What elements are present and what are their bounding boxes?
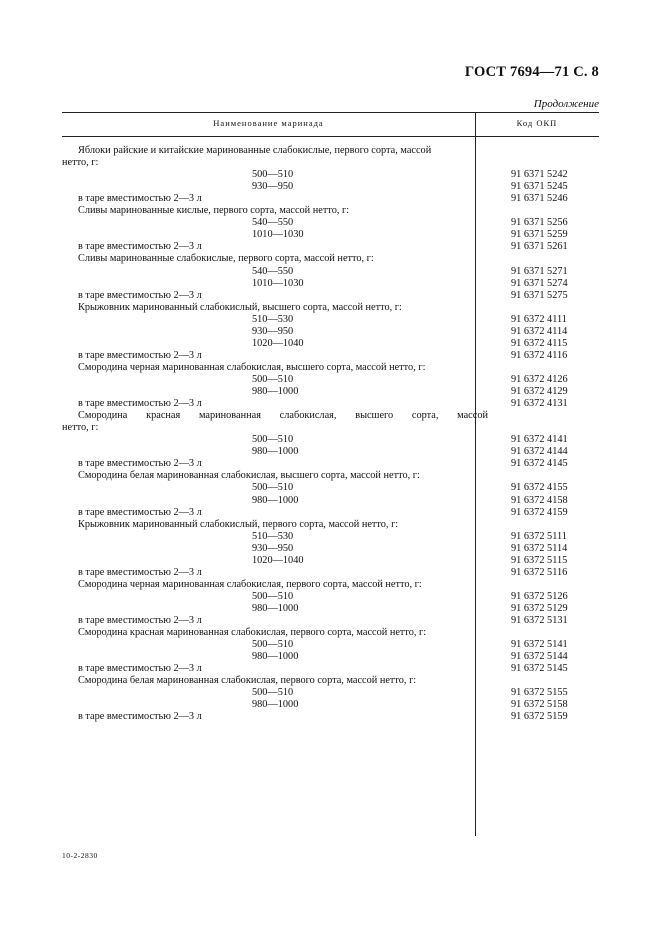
table-row <box>62 350 599 362</box>
row-code: 91 6372 5114 <box>511 542 568 554</box>
table-row <box>62 193 599 205</box>
row-name: 980—1000 <box>252 494 299 506</box>
row-name: 500—510 <box>252 169 294 181</box>
table-row <box>62 543 599 555</box>
row-code: 91 6372 5145 <box>511 663 568 675</box>
row-code: 91 6371 5246 <box>511 193 568 205</box>
row-code: 91 6371 5242 <box>511 169 568 181</box>
table-row <box>62 386 599 398</box>
row-code: 91 6372 4159 <box>511 506 568 518</box>
table-row <box>62 663 599 675</box>
print-code: 10-2-2830 <box>62 851 98 860</box>
row-code: 91 6372 4116 <box>511 349 568 361</box>
row-name: 1010—1030 <box>252 229 304 241</box>
row-code: 91 6371 5271 <box>511 265 568 277</box>
row-name: 500—510 <box>252 687 294 699</box>
row-name: 1020—1040 <box>252 554 304 566</box>
row-code: 91 6371 5275 <box>511 289 568 301</box>
row-name: в таре вместимостью 2—3 л <box>78 506 202 518</box>
table-row <box>62 507 599 519</box>
row-name: Смородина черная маринованная слабокислая, первого сорта, массой нетто, г: <box>78 578 422 590</box>
table-row <box>62 639 599 651</box>
table-row <box>62 434 599 446</box>
row-code: 91 6372 4126 <box>511 374 568 385</box>
row-name: Смородина красная маринованная слабокислая, первого сорта, массой нетто, г: <box>78 627 427 638</box>
row-name: 980—1000 <box>252 602 299 614</box>
table-row <box>62 531 599 543</box>
row-code: 91 6372 4145 <box>511 458 568 470</box>
table-row <box>62 555 599 567</box>
row-name: Смородина белая маринованная слабокислая, первого сорта, массой нетто, г: <box>78 675 417 687</box>
row-name: 980—1000 <box>252 651 299 663</box>
row-name: Смородина черная маринованная слабокислая, высшего сорта, массой нетто, г: <box>78 361 426 373</box>
row-name: 500—510 <box>252 482 294 494</box>
table-row <box>62 458 599 470</box>
row-code: 91 6371 5245 <box>511 181 568 193</box>
row-name: 540—550 <box>252 217 294 229</box>
row-name: в таре вместимостью 2—3 л <box>78 615 202 626</box>
row-code: 91 6372 5111 <box>511 530 567 542</box>
row-name: в таре вместимостью 2—3 л <box>78 458 202 470</box>
table-row <box>62 675 599 687</box>
row-name: в таре вместимостью 2—3 л <box>78 566 202 578</box>
table-row <box>62 519 599 531</box>
row-name: 510—530 <box>252 530 294 542</box>
row-code: 91 6371 5274 <box>511 277 568 289</box>
row-code: 91 6372 4129 <box>511 386 568 397</box>
row-code: 91 6372 4144 <box>511 446 568 458</box>
table-row <box>62 470 599 482</box>
row-code: 91 6371 5256 <box>511 217 568 229</box>
row-name: 930—950 <box>252 325 294 337</box>
row-code: 91 6372 5158 <box>511 699 568 711</box>
table-row <box>62 278 599 290</box>
row-name: 930—950 <box>252 181 294 193</box>
row-name: 500—510 <box>252 639 294 650</box>
row-name: в таре вместимостью 2—3 л <box>78 289 202 301</box>
row-code: 91 6372 4131 <box>511 398 568 410</box>
row-code: 91 6372 5141 <box>511 639 568 650</box>
table-row <box>62 567 599 579</box>
table-row <box>62 687 599 699</box>
row-code: 91 6371 5259 <box>511 229 568 241</box>
row-name: в таре вместимостью 2—3 л <box>78 711 202 723</box>
row-name: в таре вместимостью 2—3 л <box>78 398 202 410</box>
table-row <box>62 253 599 265</box>
row-code: 91 6372 5155 <box>511 687 568 699</box>
row-code: 91 6372 5144 <box>511 651 568 663</box>
table-row <box>62 627 599 639</box>
row-code: 91 6372 4155 <box>511 482 568 494</box>
table-row <box>62 145 599 157</box>
row-name: Яблоки райские и китайские маринованные слабокислые, первого сорта, массой <box>78 145 432 156</box>
row-name: в таре вместимостью 2—3 л <box>78 349 202 361</box>
table-row <box>62 482 599 494</box>
row-name: 1010—1030 <box>252 277 304 289</box>
row-name: 510—530 <box>252 313 294 325</box>
table-row <box>62 326 599 338</box>
row-name: Смородина белая маринованная слабокислая, высшего сорта, массой нетто, г: <box>78 470 420 482</box>
row-name: 500—510 <box>252 590 294 602</box>
table-row <box>62 217 599 229</box>
table-row <box>62 603 599 615</box>
row-name: в таре вместимостью 2—3 л <box>78 663 202 675</box>
row-name: 540—550 <box>252 265 294 277</box>
table-row <box>62 205 599 217</box>
table-row <box>62 338 599 350</box>
table-row <box>62 181 599 193</box>
row-code: 91 6372 5129 <box>511 602 568 614</box>
table-row <box>62 615 599 627</box>
table-row <box>62 422 599 434</box>
row-name: нетто, г: <box>62 157 99 169</box>
row-name: Крыжовник маринованный слабокислый, первого сорта, массой нетто, г: <box>78 518 399 530</box>
row-code: 91 6372 4114 <box>511 325 568 337</box>
row-name: Смородина красная маринованная слабокислая, высшего сорта, массой <box>78 410 488 422</box>
row-name: 980—1000 <box>252 386 299 397</box>
table-row <box>62 410 599 422</box>
table-row <box>62 591 599 603</box>
row-code: 91 6372 4158 <box>511 494 568 506</box>
row-name: 980—1000 <box>252 699 299 711</box>
table-row <box>62 362 599 374</box>
row-code: 91 6372 4115 <box>511 337 568 349</box>
table-row <box>62 229 599 241</box>
table-row <box>62 169 599 181</box>
row-code: 91 6372 4141 <box>511 434 568 446</box>
table-row <box>62 579 599 591</box>
row-name: Сливы маринованные слабокислые, первого сорта, массой нетто, г: <box>78 253 374 265</box>
row-name: Крыжовник маринованный слабокислый, высшего сорта, массой нетто, г: <box>78 301 402 313</box>
table-row <box>62 398 599 410</box>
table-row <box>62 241 599 253</box>
column-header-name: Наименование маринада <box>213 118 324 128</box>
table-row <box>62 314 599 326</box>
column-header-code: Код ОКП <box>516 118 558 128</box>
table-row <box>62 699 599 711</box>
row-name: 1020—1040 <box>252 337 304 349</box>
continuation-label: Продолжение <box>533 98 599 110</box>
table-row <box>62 157 599 169</box>
row-name: Сливы маринованные кислые, первого сорта, массой нетто, г: <box>78 205 350 217</box>
table-row <box>62 446 599 458</box>
row-code: 91 6372 5126 <box>511 590 568 602</box>
row-code: 91 6372 5131 <box>511 615 568 626</box>
document-header: ГОСТ 7694—71 С. 8 <box>464 64 599 80</box>
row-code: 91 6371 5261 <box>511 241 568 253</box>
row-code: 91 6372 5116 <box>511 566 568 578</box>
row-code: 91 6372 5115 <box>511 554 568 566</box>
row-name: нетто, г: <box>62 422 99 434</box>
row-name: 500—510 <box>252 434 294 446</box>
table-row <box>62 711 599 723</box>
table-row <box>62 290 599 302</box>
row-name: 980—1000 <box>252 446 299 458</box>
table-row <box>62 651 599 663</box>
table-row <box>62 495 599 507</box>
table-top-rule <box>62 112 599 113</box>
row-code: 91 6372 5159 <box>511 711 568 723</box>
row-name: в таре вместимостью 2—3 л <box>78 193 202 205</box>
row-name: 930—950 <box>252 542 294 554</box>
row-code: 91 6372 4111 <box>511 313 567 325</box>
table-row <box>62 374 599 386</box>
table-row <box>62 302 599 314</box>
row-name: в таре вместимостью 2—3 л <box>78 241 202 253</box>
table-header-rule <box>62 136 599 137</box>
row-name: 500—510 <box>252 374 294 385</box>
table-row <box>62 266 599 278</box>
